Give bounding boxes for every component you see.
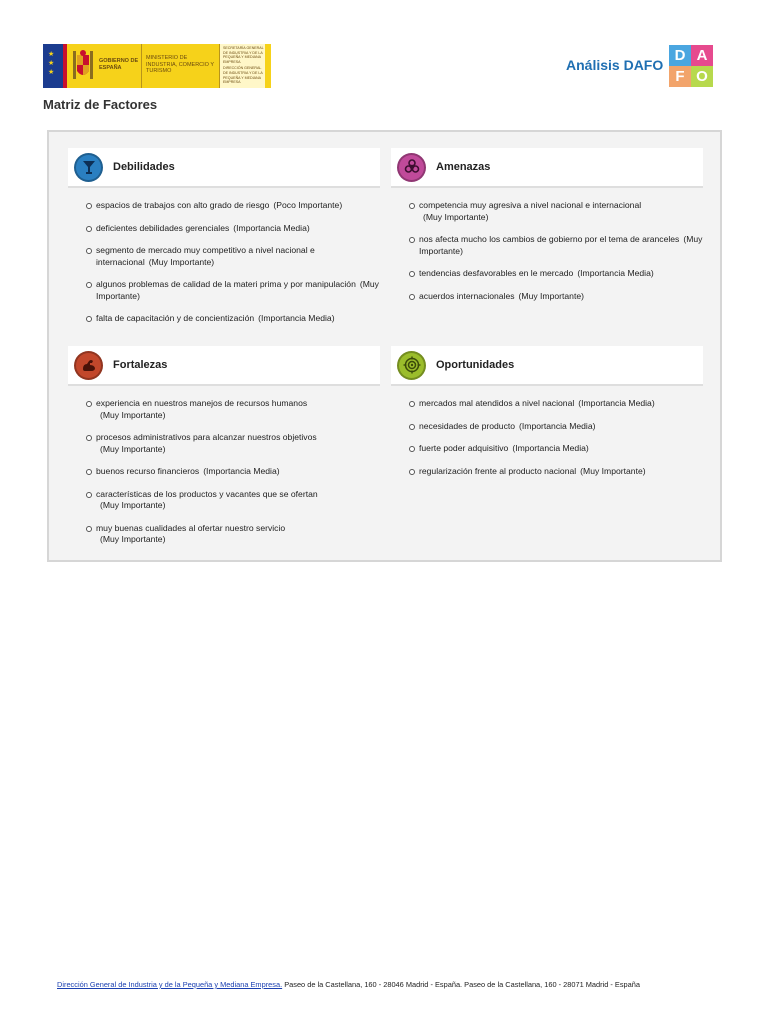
factor-text: falta de capacitación y de concientización — [96, 313, 255, 323]
factor-text: competencia muy agresiva a nivel nacional e internacional — [419, 200, 642, 210]
factor-text: algunos problemas de calidad de la materi prima y por manipulación — [96, 279, 356, 289]
footer-address: Paseo de la Castellana, 160 - 28046 Madrid - España. Paseo de la Castellana, 160 - 28071 Madrid - España — [284, 980, 641, 989]
quadrant-fortalezas — [68, 346, 380, 557]
list-item — [409, 234, 703, 257]
footer-link[interactable]: Dirección General de Industria y de la Pequeña y Mediana Empresa. — [57, 980, 283, 989]
importance-label: (Importancia Media) — [578, 398, 655, 408]
government-banner — [43, 44, 271, 88]
factor-text: nos afecta mucho los cambios de gobierno por el tema de aranceles — [419, 234, 680, 244]
factor-text: buenos recurso financieros — [96, 466, 200, 476]
dafo-logo-f: F — [669, 66, 691, 87]
factor-list — [391, 188, 703, 302]
list-item — [86, 523, 380, 546]
list-item — [409, 466, 703, 478]
importance-label: (Importancia Media) — [512, 443, 589, 453]
quadrant-title: Fortalezas — [113, 359, 168, 371]
importance-label: (Poco Importante) — [273, 200, 343, 210]
direccion-general-label: DIRECCIÓN GENERAL DE INDUSTRIA Y DE LA PEQUEÑA Y MEDIANA EMPRESA — [223, 66, 263, 85]
factor-text: fuerte poder adquisitivo — [419, 443, 509, 453]
biohazard-icon — [397, 153, 426, 182]
importance-label: (Muy Importante) — [580, 465, 646, 476]
flask-icon — [74, 153, 103, 182]
list-item — [86, 398, 380, 421]
factor-text: procesos administrativos para alcanzar nuestros objetivos — [96, 432, 317, 442]
importance-label: (Importancia Media) — [577, 268, 654, 278]
list-item — [86, 432, 380, 455]
ministerio-label: MINISTERIO DE INDUSTRIA, COMERCIO Y TURISMO — [141, 44, 219, 88]
factor-list — [68, 386, 380, 546]
factor-list — [391, 386, 703, 477]
list-item — [86, 223, 380, 235]
list-item — [86, 466, 380, 478]
factor-list — [68, 188, 380, 325]
importance-label: (Importancia Media) — [519, 420, 596, 431]
importance-label: (Muy Importante) — [100, 534, 166, 544]
list-item — [409, 443, 703, 455]
coat-of-arms-icon — [67, 44, 99, 88]
quadrant-header — [68, 148, 380, 188]
dafo-logo-a: A — [691, 45, 713, 66]
importance-label: (Muy Importante) — [419, 234, 703, 256]
factor-text: mercados mal atendidos a nivel nacional — [419, 398, 575, 408]
importance-label: (Muy Importante) — [100, 443, 166, 454]
page-title: Matriz de Factores — [43, 97, 158, 112]
importance-label: (Muy Importante) — [100, 409, 166, 420]
quadrant-header — [391, 148, 703, 188]
report-title: Análisis DAFO — [566, 57, 664, 73]
factor-text: muy buenas cualidades al ofertar nuestro servicio — [96, 522, 286, 533]
quadrant-debilidades — [68, 148, 380, 336]
factor-text: experiencia en nuestros manejos de recursos humanos — [96, 398, 308, 408]
factor-text: espacios de trabajos con alto grado de riesgo — [96, 200, 270, 210]
factor-text: regularización frente al producto nacional — [419, 465, 577, 476]
page-footer — [57, 980, 640, 989]
importance-label: (Importancia Media) — [233, 222, 310, 233]
importance-label: (Muy Importante) — [518, 290, 584, 301]
factor-text: necesidades de producto — [419, 420, 516, 431]
importance-label: (Importancia Media) — [203, 466, 280, 476]
quadrant-title: Oportunidades — [436, 359, 515, 371]
importance-label: (Muy Importante) — [423, 211, 489, 222]
dafo-logo — [669, 45, 713, 87]
importance-label: (Muy Importante) — [148, 256, 215, 267]
factor-matrix — [47, 130, 722, 562]
secretaria-label — [219, 44, 265, 88]
gobierno-label: GOBIERNO DE ESPAÑA — [99, 58, 139, 71]
list-item — [86, 245, 380, 268]
list-item — [86, 200, 380, 212]
quadrant-header — [391, 346, 703, 386]
list-item — [409, 398, 703, 410]
factor-text: deficientes debilidades gerenciales — [96, 222, 230, 233]
quadrant-oportunidades — [391, 346, 703, 488]
factor-text: segmento de mercado muy competitivo a nivel nacional e internacional — [96, 245, 315, 267]
list-item — [409, 200, 703, 223]
importance-label: (Importancia Media) — [258, 313, 335, 323]
list-item — [409, 268, 703, 280]
dafo-logo-d: D — [669, 45, 691, 66]
factor-text: acuerdos internacionales — [419, 290, 515, 301]
list-item — [86, 313, 380, 325]
list-item — [409, 291, 703, 303]
quadrant-title: Debilidades — [113, 161, 175, 173]
quadrant-amenazas — [391, 148, 703, 313]
page-header — [0, 0, 768, 100]
flexed-arm-icon — [74, 351, 103, 380]
target-icon — [397, 351, 426, 380]
factor-text: características de los productos y vacantes que se ofertan — [96, 488, 318, 499]
eu-flag: ★ ★ ★ — [43, 44, 63, 88]
list-item — [86, 489, 380, 512]
quadrant-header — [68, 346, 380, 386]
importance-label: (Muy Importante) — [96, 279, 379, 301]
dafo-logo-o: O — [691, 66, 713, 87]
quadrant-title: Amenazas — [436, 161, 491, 173]
list-item — [86, 279, 380, 302]
factor-text: tendencias desfavorables en le mercado — [419, 268, 574, 278]
importance-label: (Muy Importante) — [100, 500, 166, 510]
list-item — [409, 421, 703, 433]
secretaria-general-label: SECRETARÍA GENERAL DE INDUSTRIA Y DE LA PEQUEÑA Y MEDIANA EMPRESA — [223, 46, 264, 64]
